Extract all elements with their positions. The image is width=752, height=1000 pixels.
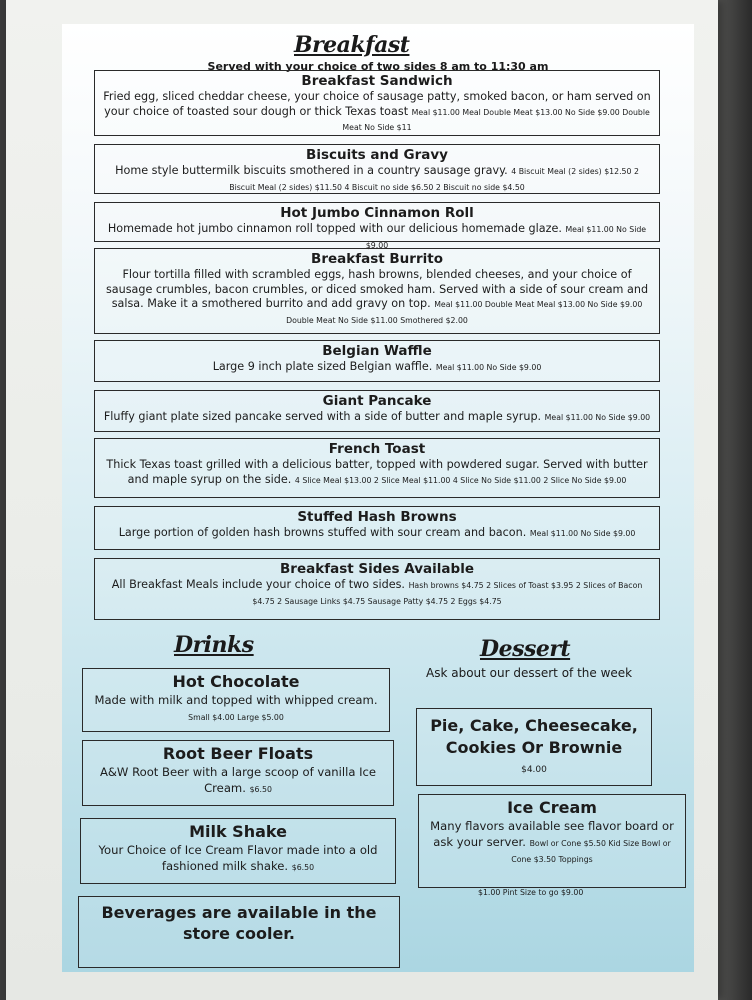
item-name: Giant Pancake [322, 393, 432, 409]
ice-cream-price-extra: $1.00 Pint Size to go $9.00 [478, 888, 584, 897]
item-desc: Homemade hot jumbo cinnamon roll topped with our delicious homemade glaze. Meal $11.00 No Side $9.00 [107, 222, 647, 250]
item-desc: Home style buttermilk biscuits smothered in a country sausage gravy. 4 Biscuit Meal (2 sides) $12.50 2 Biscuit Meal (2 sides) $11.50 4 Biscuit no side $6.50 2 Biscuit no side $4.50 [115, 164, 639, 192]
item-price: Meal $11.00 Double Meat Meal $13.00 No Side $9.00 Double Meat No Side $11.00 Smothered $2.00 [286, 300, 643, 325]
item-name: Belgian Waffle [322, 343, 432, 359]
menu-item-pie-cake [416, 708, 652, 786]
dessert-of-week-note: Ask about our dessert of the week [426, 666, 633, 680]
beverages-note [78, 896, 400, 968]
item-price: 4 Biscuit Meal (2 sides) $12.50 2 Biscuit Meal (2 sides) $11.50 4 Biscuit no side $6.50 2 Biscuit no side $4.50 [229, 167, 639, 192]
item-price: $4.00 [521, 765, 547, 775]
breakfast-subtitle: Served with your choice of two sides 8 am to 11:30 am [207, 60, 549, 73]
item-name: Ice Cream [507, 798, 597, 817]
item-name: Pie, Cake, Cheesecake, Cookies Or Brownie [430, 716, 638, 757]
item-desc: Your Choice of Ice Cream Flavor made into a old fashioned milk shake. $6.50 [98, 843, 378, 873]
menu-item-belgian-waffle [94, 340, 660, 382]
item-desc: Many flavors available see flavor board or ask your server. Bowl or Cone $5.50 Kid Size Bowl or Cone $3.50 Toppings [430, 819, 674, 864]
menu-item-hot-chocolate [82, 668, 390, 732]
menu-item-giant-pancake [94, 390, 660, 432]
menu-sheet [62, 24, 694, 972]
item-price: $6.50 [291, 862, 315, 872]
menu-item-breakfast-sandwich [94, 70, 660, 136]
item-price: 4 Slice Meal $13.00 2 Slice Meal $11.00 4 Slice No Side $11.00 2 Slice No Side $9.00 [294, 475, 627, 485]
drinks-heading: Drinks [174, 632, 254, 658]
breakfast-heading: Breakfast [294, 32, 410, 58]
menu-item-french-toast [94, 438, 660, 498]
item-name: Biscuits and Gravy [306, 147, 448, 163]
item-name: Milk Shake [189, 822, 287, 841]
item-price: Small $4.00 Large $5.00 [188, 712, 284, 722]
item-name: Stuffed Hash Browns [297, 509, 457, 525]
menu-item-root-beer-floats [82, 740, 394, 806]
item-price: Meal $11.00 No Side $9.00 [544, 413, 651, 422]
item-price: Bowl or Cone $5.50 Kid Size Bowl or Cone $3.50 Toppings [511, 838, 671, 864]
item-price: Meal $11.00 No Side $9.00 [365, 225, 647, 250]
menu-item-cinnamon-roll [94, 202, 660, 250]
menu-folder-edge [712, 0, 752, 1000]
item-desc: Made with milk and topped with whipped cream. Small $4.00 Large $5.00 [94, 693, 378, 722]
item-name: Root Beer Floats [162, 744, 314, 763]
item-desc: Fried egg, sliced cheddar cheese, your choice of sausage patty, smoked bacon, or ham served on your choice of toasted sour dough or thick Texas toast Meal $11.00 Meal Double Meat $13.00 No Side $9.00 Double Meat No Side $11 [103, 90, 651, 132]
item-name: Breakfast Sides Available [280, 561, 474, 577]
item-price: Meal $11.00 Meal Double Meat $13.00 No Side $9.00 Double Meat No Side $11 [342, 107, 650, 132]
dessert-heading: Dessert [480, 636, 571, 662]
item-desc: All Breakfast Meals include your choice of two sides. Hash browns $4.75 2 Slices of Toast $3.95 2 Slices of Bacon $4.75 2 Sausage Links $4.75 Sausage Patty $4.75 2 Eggs $4.75 [111, 578, 643, 606]
beverages-note-text: Beverages are available in the store cooler. [101, 903, 377, 943]
item-desc: Large portion of golden hash browns stuffed with sour cream and bacon. Meal $11.00 No Side $9.00 [118, 526, 636, 539]
menu-item-breakfast-sides [94, 558, 660, 620]
menu-item-biscuits-and-gravy [94, 144, 660, 194]
item-desc: Fluffy giant plate sized pancake served with a side of butter and maple syrup. Meal $11.00 No Side $9.00 [103, 410, 651, 423]
menu-item-milk-shake [80, 818, 396, 884]
item-name: Breakfast Sandwich [301, 73, 453, 89]
item-price: Hash browns $4.75 2 Slices of Toast $3.95 2 Slices of Bacon $4.75 2 Sausage Links $4.75 Sausage Patty $4.75 2 Eggs $4.75 [252, 581, 643, 606]
item-price: $6.50 [249, 784, 272, 794]
item-name: Hot Chocolate [172, 672, 300, 691]
menu-paper [6, 0, 718, 1000]
item-desc: Thick Texas toast grilled with a delicious batter, topped with powdered sugar. Served with butter and maple syrup on the side. 4 Slice Meal $13.00 2 Slice Meal $11.00 4 Slice No Side $11.00 2 Slice No Side $9.00 [106, 458, 648, 486]
item-name: Breakfast Burrito [311, 251, 443, 267]
item-price: Meal $11.00 No Side $9.00 [435, 363, 542, 372]
menu-item-stuffed-hash-browns [94, 506, 660, 550]
item-price: Meal $11.00 No Side $9.00 [529, 529, 636, 538]
item-name: Hot Jumbo Cinnamon Roll [280, 205, 474, 221]
item-desc: A&W Root Beer with a large scoop of vanilla Ice Cream. $6.50 [99, 765, 377, 795]
item-desc: Large 9 inch plate sized Belgian waffle. Meal $11.00 No Side $9.00 [212, 360, 542, 373]
item-name: French Toast [328, 441, 426, 457]
item-desc: Flour tortilla filled with scrambled eggs, hash browns, blended cheeses, and your choice of sausage crumbles, bacon crumbles, or diced smoked ham. Served with a side of sour cream and salsa. Make it a smothered burrito and add gravy on top. Meal $11.00 Double Meat Meal $13.00 No Side $9.00 Double Meat No Side $11.00 Smothered $2.00 [105, 268, 649, 325]
menu-item-ice-cream [418, 794, 686, 888]
menu-item-breakfast-burrito [94, 248, 660, 334]
